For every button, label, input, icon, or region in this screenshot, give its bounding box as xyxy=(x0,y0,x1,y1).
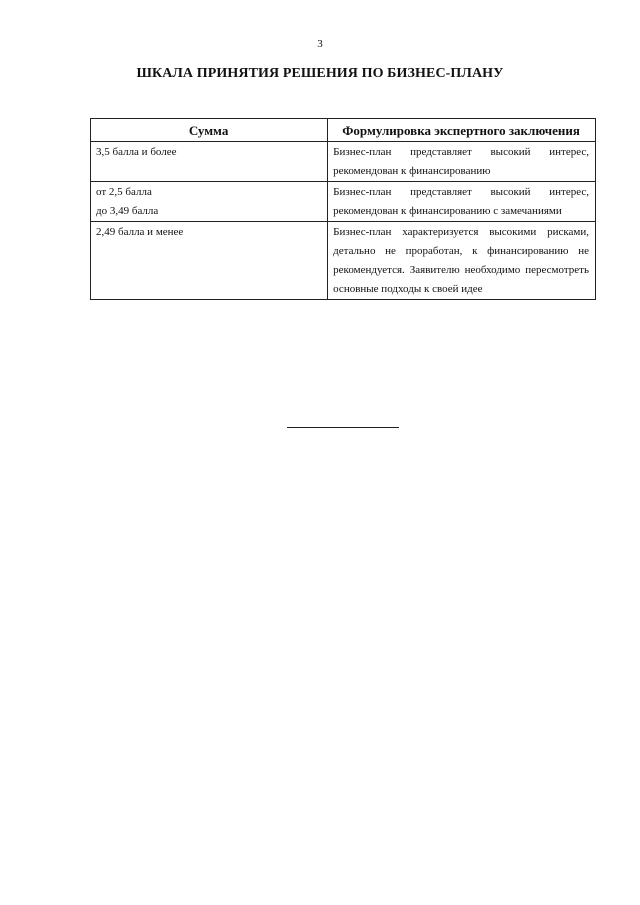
end-of-document-rule xyxy=(287,427,399,428)
header-sum: Сумма xyxy=(91,119,328,142)
sum-cell xyxy=(91,182,328,222)
sum-cell xyxy=(91,142,328,182)
table-row xyxy=(91,142,596,182)
table-row xyxy=(91,222,596,300)
decision-scale-table xyxy=(90,118,596,300)
sum-text: 2,49 балла и менее xyxy=(96,226,184,238)
conclusion-cell: Бизнес-план представляет высокий интерес, рекомендован к финансированию xyxy=(328,142,596,182)
page-number: 3 xyxy=(317,38,323,50)
sum-text: 3,5 балла и более xyxy=(96,146,177,158)
conclusion-cell: Бизнес-план характеризуется высокими рисками, детально не проработан, к финансированию не рекомендуется. Заявителю необходимо пересмотреть основные подходы к своей идее xyxy=(328,222,596,300)
sum-cell xyxy=(91,222,328,300)
sum-text: до 3,49 балла xyxy=(96,205,159,217)
table-row xyxy=(91,182,596,222)
sum-text: от 2,5 балла xyxy=(96,186,152,198)
table-header-row xyxy=(91,119,596,142)
page-title: ШКАЛА ПРИНЯТИЯ РЕШЕНИЯ ПО БИЗНЕС-ПЛАНУ xyxy=(136,66,504,81)
conclusion-cell: Бизнес-план представляет высокий интерес, рекомендован к финансированию с замечаниями xyxy=(328,182,596,222)
header-conclusion: Формулировка экспертного заключения xyxy=(328,119,596,142)
